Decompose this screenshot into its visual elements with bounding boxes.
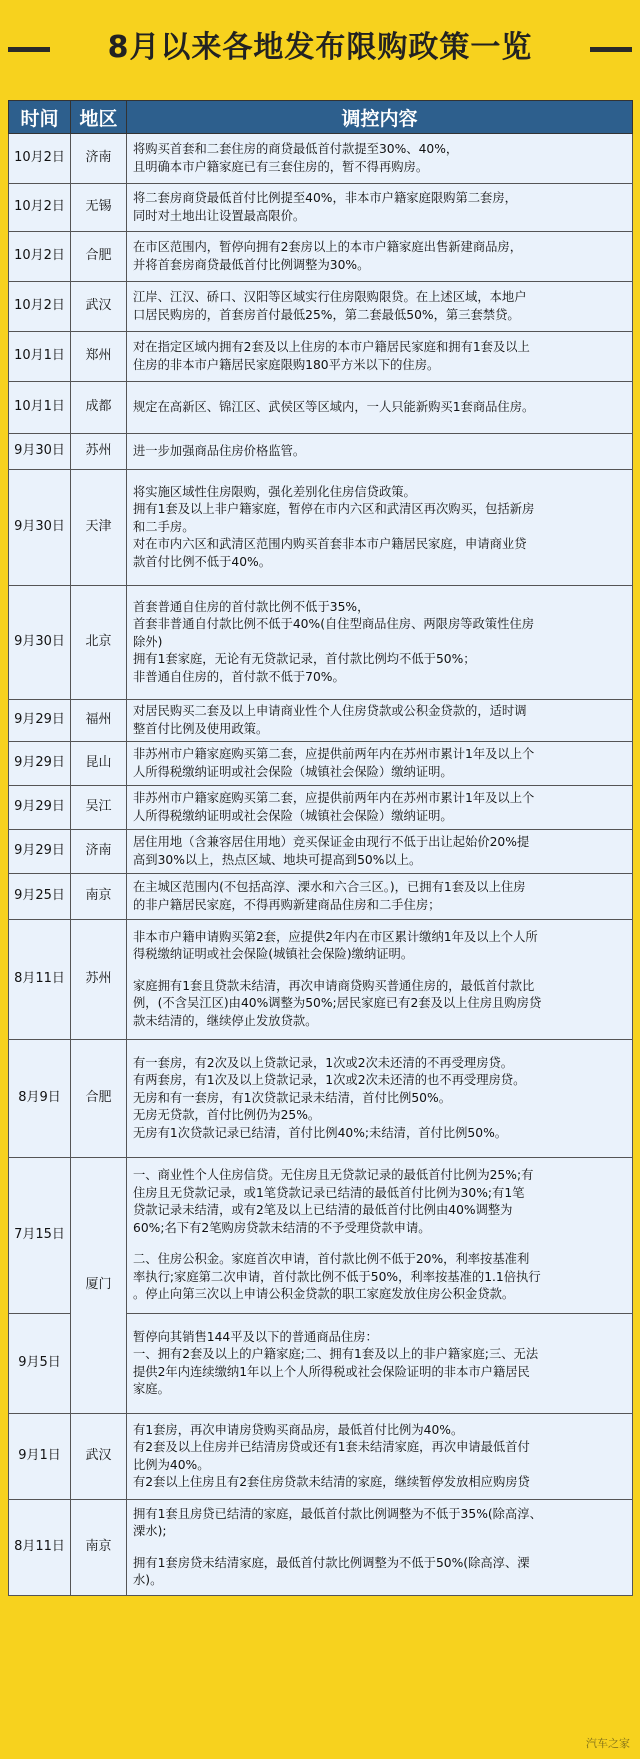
row-city: 吴江 <box>71 786 127 830</box>
content-line: 水)。 <box>133 1572 163 1587</box>
row-date: 9月5日 <box>9 1314 71 1414</box>
row-content <box>127 332 633 382</box>
content-line: 首套普通自住房的首付款比例不低于35%， <box>133 599 370 614</box>
row-date: 8月9日 <box>9 1040 71 1158</box>
table-row <box>9 1040 633 1158</box>
row-content <box>127 742 633 786</box>
content-line: 60%;名下有2笔购房贷款未结清的不予受理贷款申请。 <box>133 1220 431 1235</box>
table-row <box>9 134 633 184</box>
row-city: 合肥 <box>71 1040 127 1158</box>
table-row <box>9 1158 633 1314</box>
row-date: 10月1日 <box>9 382 71 434</box>
row-content <box>127 920 633 1040</box>
content-line: 江岸、江汉、硚口、汉阳等区域实行住房限购限贷。在上述区域，本地户 <box>133 290 527 305</box>
row-content <box>127 1314 633 1414</box>
row-content <box>127 786 633 830</box>
table-row <box>9 700 633 742</box>
content-line: 住房且无贷款记录，或1笔贷款记录已结清的最低首付比例为30%;有1笔 <box>133 1185 525 1200</box>
content-line: 率执行;家庭第二次申请，首付款比例不低于50%，利率按基准的1.1倍执行 <box>133 1269 541 1284</box>
row-content <box>127 1040 633 1158</box>
content-line: 拥有1套且房贷已结清的家庭，最低首付款比例调整为不低于35%(除高淳、 <box>133 1506 542 1521</box>
content-line <box>133 964 626 978</box>
header-content: 调控内容 <box>127 101 633 134</box>
content-line: 有两套房，有1次及以上贷款记录，1次或2次未还清的也不再受理房贷。 <box>133 1073 526 1088</box>
content-line: 对居民购买二套及以上申请商业性个人住房贷款或公积金贷款的，适时调 <box>133 704 527 719</box>
table-row <box>9 830 633 874</box>
table-row <box>9 1500 633 1596</box>
content-line: 有2套以上住房且有2套住房贷款未结清的家庭，继续暂停发放相应购房贷 <box>133 1474 530 1489</box>
row-date: 10月2日 <box>9 184 71 232</box>
content-line: 非本市户籍申请购买第2套，应提供2年内在市区累计缴纳1年及以上个人所 <box>133 929 538 944</box>
content-line: 高到30%以上，热点区域、地块可提高到50%以上。 <box>133 852 422 867</box>
content-line: 有一套房，有2次及以上贷款记录，1次或2次未还清的不再受理房贷。 <box>133 1055 514 1070</box>
row-date: 8月11日 <box>9 1500 71 1596</box>
content-line: 将实施区域性住房限购，强化差别化住房信贷政策。 <box>133 484 416 499</box>
table-row <box>9 786 633 830</box>
content-line: 住房的非本市户籍居民家庭限购180平方米以下的住房。 <box>133 357 440 372</box>
header-city: 地区 <box>71 101 127 134</box>
row-city: 成都 <box>71 382 127 434</box>
table-row <box>9 232 633 282</box>
content-line: 款首付比例不低于40%。 <box>133 554 272 569</box>
content-line: 溧水); <box>133 1524 167 1539</box>
row-date: 9月29日 <box>9 786 71 830</box>
watermark: 汽车之家 <box>586 1737 630 1750</box>
page-title: 8月以来各地发布限购政策一览 <box>107 30 533 65</box>
table-row <box>9 1414 633 1500</box>
content-line: 非苏州市户籍家庭购买第二套，应提供前两年内在苏州市累计1年及以上个 <box>133 791 535 806</box>
content-line: 一、商业性个人住房信贷。无住房且无贷款记录的最低首付比例为25%;有 <box>133 1168 534 1183</box>
row-date: 9月1日 <box>9 1414 71 1500</box>
row-date: 9月30日 <box>9 586 71 700</box>
content-line: 家庭拥有1套且贷款未结清，再次申请商贷购买普通住房的，最低首付款比 <box>133 978 535 993</box>
content-line: 且明确本市户籍家庭已有三套住房的，暂不得再购房。 <box>133 159 429 174</box>
content-line: 人所得税缴纳证明或社会保险（城镇社会保险）缴纳证明。 <box>133 808 453 823</box>
row-date: 9月30日 <box>9 434 71 470</box>
content-line: 非普通自住房的，首付款不低于70%。 <box>133 669 345 684</box>
row-content <box>127 232 633 282</box>
row-content <box>127 874 633 920</box>
table-header-row <box>9 101 633 134</box>
row-content <box>127 134 633 184</box>
row-city: 济南 <box>71 134 127 184</box>
row-date: 9月29日 <box>9 742 71 786</box>
content-line: 将购买首套和二套住房的商贷最低首付款提至30%、40%， <box>133 142 459 157</box>
row-date: 9月25日 <box>9 874 71 920</box>
content-line: 进一步加强商品住房价格监管。 <box>133 443 306 458</box>
row-date: 10月2日 <box>9 134 71 184</box>
content-line: 的非户籍居民家庭，不得再购新建商品住房和二手住房； <box>133 897 441 912</box>
row-content <box>127 470 633 586</box>
table-row <box>9 434 633 470</box>
row-date: 10月2日 <box>9 282 71 332</box>
content-line: 将二套房商贷最低首付比例提至40%，非本市户籍家庭限购第二套房， <box>133 191 517 206</box>
content-line: 首套非普通自付款比例不低于40%(自住型商品住房、两限房等政策性住房 <box>133 617 535 632</box>
row-content <box>127 282 633 332</box>
content-line: 口居民购房的，首套房首付最低25%，第二套最低50%，第三套禁贷。 <box>133 307 520 322</box>
content-line: 非苏州市户籍家庭购买第二套，应提供前两年内在苏州市累计1年及以上个 <box>133 747 535 762</box>
table-row <box>9 282 633 332</box>
table-row <box>9 382 633 434</box>
title-bar <box>0 0 640 96</box>
row-city: 武汉 <box>71 282 127 332</box>
row-content <box>127 434 633 470</box>
row-date: 10月2日 <box>9 232 71 282</box>
row-content <box>127 830 633 874</box>
content-line: 有1套房，再次申请房贷购买商品房，最低首付比例为40%。 <box>133 1422 464 1437</box>
row-content <box>127 1500 633 1596</box>
row-city: 福州 <box>71 700 127 742</box>
content-line: 无房和有一套房，有1次贷款记录未结清，首付比例50%。 <box>133 1090 451 1105</box>
content-line: 二、住房公积金。家庭首次申请，首付款比例不低于20%，利率按基准利 <box>133 1252 530 1267</box>
content-line: 一、拥有2套及以上的户籍家庭;二、拥有1套及以上的非户籍家庭;三、无法 <box>133 1347 539 1362</box>
content-line: 比例为40%。 <box>133 1457 210 1472</box>
row-content <box>127 586 633 700</box>
row-city: 合肥 <box>71 232 127 282</box>
row-city: 厦门 <box>71 1158 127 1414</box>
content-line: 整首付比例及使用政策。 <box>133 721 269 736</box>
row-date: 9月29日 <box>9 700 71 742</box>
row-city: 南京 <box>71 1500 127 1596</box>
content-line <box>133 1237 626 1251</box>
row-city: 昆山 <box>71 742 127 786</box>
row-city: 苏州 <box>71 920 127 1040</box>
content-line: 对在市内六区和武清区范围内购买首套非本市户籍居民家庭，申请商业贷 <box>133 537 527 552</box>
table-row <box>9 742 633 786</box>
content-line: 得税缴纳证明或社会保险(城镇社会保险)缴纳证明。 <box>133 947 414 962</box>
content-line: 款未结清的，继续停止发放贷款。 <box>133 1013 318 1028</box>
table-row <box>9 920 633 1040</box>
row-city: 苏州 <box>71 434 127 470</box>
content-line: 同时对土地出让设置最高限价。 <box>133 208 306 223</box>
table-body <box>9 134 633 1596</box>
content-line: 除外) <box>133 634 163 649</box>
content-line: 无房无贷款，首付比例仍为25%。 <box>133 1108 321 1123</box>
row-city: 天津 <box>71 470 127 586</box>
content-line: 拥有1套家庭，无论有无贷款记录，首付款比例均不低于50%； <box>133 652 476 667</box>
table-row <box>9 470 633 586</box>
content-line: 无房有1次贷款记录已结清，首付比例40%;未结清，首付比例50%。 <box>133 1125 508 1140</box>
content-line: 。停止向第三次以上申请公积金贷款的职工家庭发放住房公积金贷款。 <box>133 1287 515 1302</box>
row-content <box>127 184 633 232</box>
row-content <box>127 1158 633 1314</box>
row-city: 无锡 <box>71 184 127 232</box>
content-line: 提供2年内连续缴纳1年以上个人所得税或社会保险证明的非本市户籍居民 <box>133 1364 530 1379</box>
content-line: 例，(不含吴江区)由40%调整为50%;居民家庭已有2套及以上住房且购房贷 <box>133 996 542 1011</box>
content-line: 居住用地（含兼容居住用地）竞买保证金由现行不低于出让起始价20%提 <box>133 835 530 850</box>
content-line: 拥有1套及以上非户籍家庭，暂停在市内六区和武清区再次购买，包括新房 <box>133 502 535 517</box>
row-date: 9月29日 <box>9 830 71 874</box>
content-line: 人所得税缴纳证明或社会保险（城镇社会保险）缴纳证明。 <box>133 764 453 779</box>
row-city: 武汉 <box>71 1414 127 1500</box>
content-line: 并将首套房商贷最低首付比例调整为30%。 <box>133 257 370 272</box>
header-date: 时间 <box>9 101 71 134</box>
row-content <box>127 1414 633 1500</box>
policy-table <box>8 100 633 1596</box>
row-date: 10月1日 <box>9 332 71 382</box>
table-row <box>9 874 633 920</box>
row-date: 7月15日 <box>9 1158 71 1314</box>
content-line: 贷款记录未结清，或有2笔及以上已结清的最低首付比例由40%调整为 <box>133 1203 513 1218</box>
row-date: 8月11日 <box>9 920 71 1040</box>
content-line: 有2套及以上住房并已结清房贷或还有1套未结清家庭，再次申请最低首付 <box>133 1440 530 1455</box>
content-line <box>133 1541 626 1555</box>
content-line: 在主城区范围内(不包括高淳、溧水和六合三区。)，已拥有1套及以上住房 <box>133 880 526 895</box>
content-line: 暂停向其销售144平及以下的普通商品住房： <box>133 1329 378 1344</box>
row-city: 北京 <box>71 586 127 700</box>
title-right-rule <box>590 47 632 52</box>
content-line: 规定在高新区、锦江区、武侯区等区域内，一人只能新购买1套商品住房。 <box>133 399 535 414</box>
policy-table-wrap <box>8 100 632 1596</box>
row-city: 南京 <box>71 874 127 920</box>
row-date: 9月30日 <box>9 470 71 586</box>
row-content <box>127 700 633 742</box>
table-row <box>9 586 633 700</box>
table-row <box>9 332 633 382</box>
content-line: 拥有1套房贷未结清家庭，最低首付款比例调整为不低于50%(除高淳、溧 <box>133 1555 530 1570</box>
content-line: 家庭。 <box>133 1381 170 1396</box>
content-line: 对在指定区域内拥有2套及以上住房的本市户籍居民家庭和拥有1套及以上 <box>133 340 530 355</box>
table-row <box>9 184 633 232</box>
row-city: 济南 <box>71 830 127 874</box>
row-content <box>127 382 633 434</box>
content-line: 在市区范围内，暂停向拥有2套房以上的本市户籍家庭出售新建商品房， <box>133 240 523 255</box>
content-line: 和二手房。 <box>133 519 195 534</box>
row-city: 郑州 <box>71 332 127 382</box>
